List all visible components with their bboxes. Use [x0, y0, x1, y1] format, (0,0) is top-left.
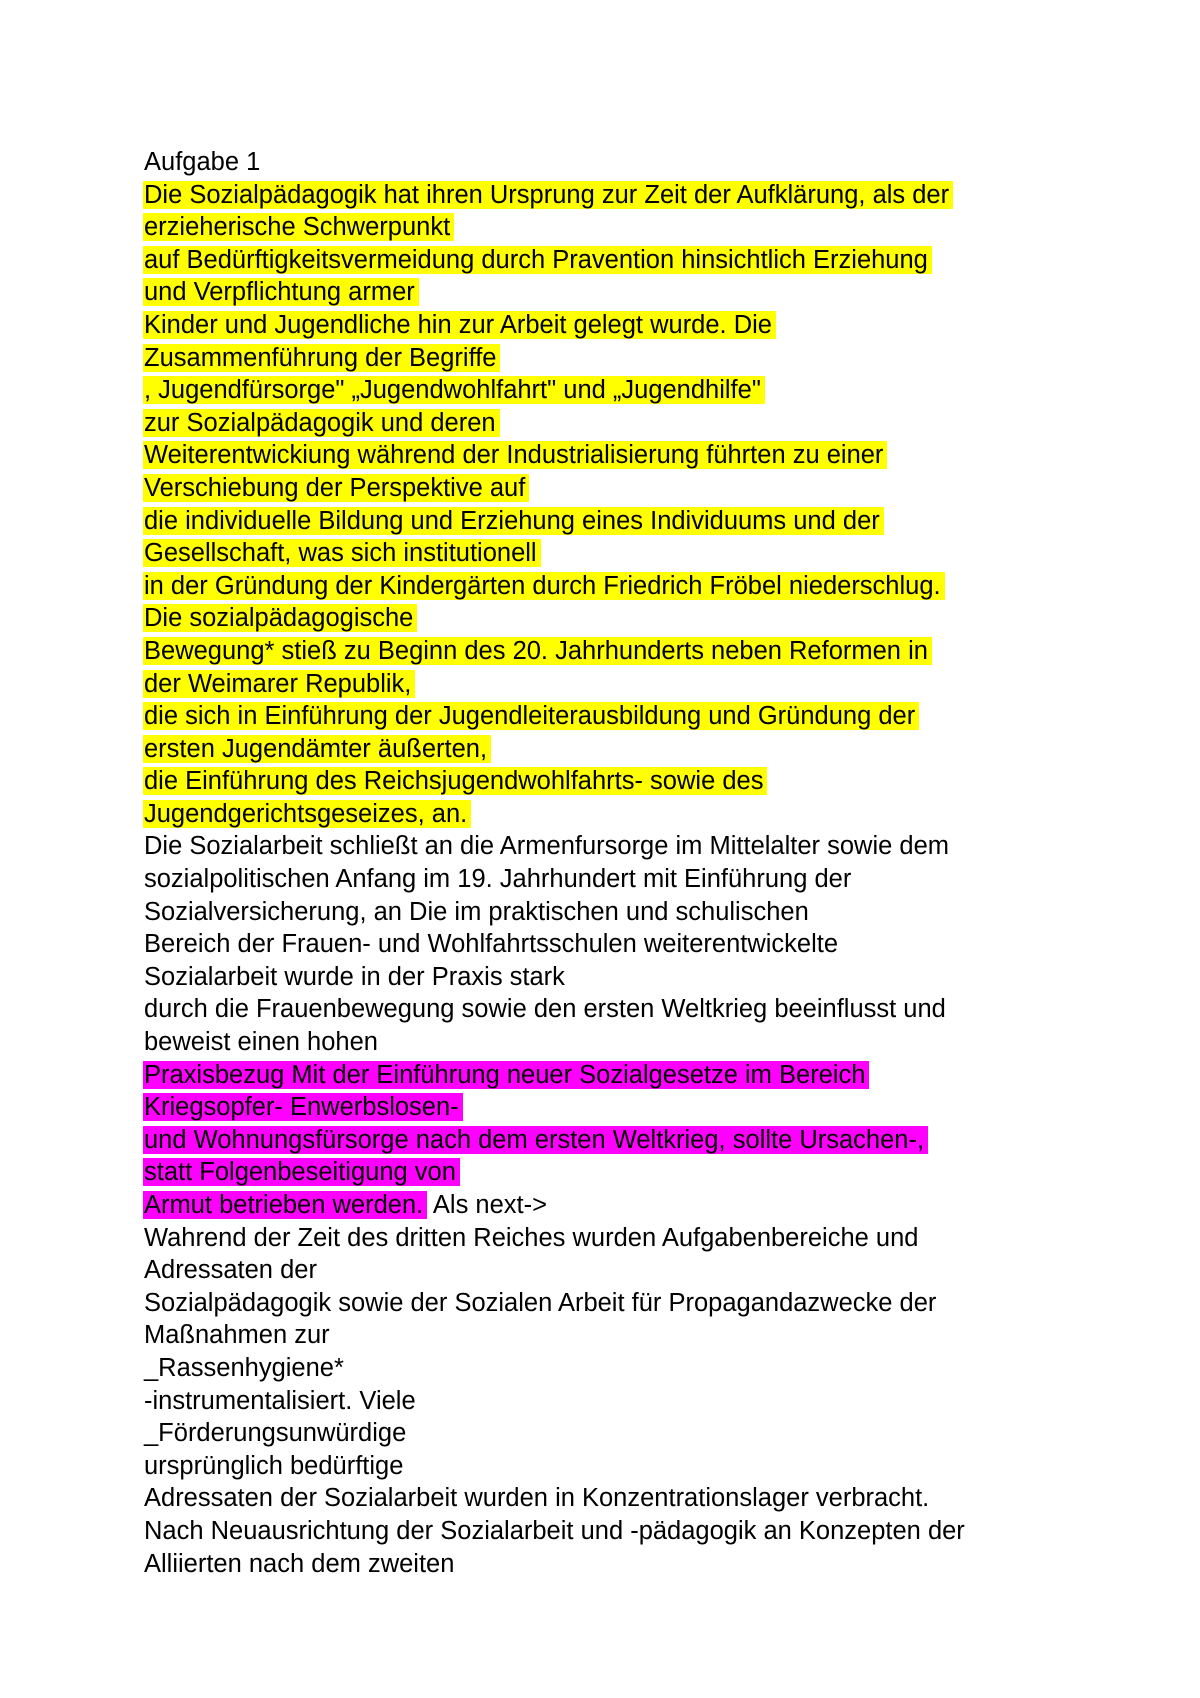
highlighted-text: Praxisbezug Mit der Einführung neuer Sozialgesetze im Bereich: [143, 1061, 869, 1089]
highlighted-text: und Verpflichtung armer: [143, 278, 419, 306]
highlighted-text: Verschiebung der Perspektive auf: [143, 474, 529, 502]
text-line: [144, 798, 1104, 831]
text-line: [144, 211, 1104, 244]
text-line: [144, 472, 1104, 505]
highlighted-text: , Jugendfürsorge" „Jugendwohlfahrt" und „Jugendhilfe": [143, 376, 765, 404]
highlighted-text: der Weimarer Republik,: [143, 670, 415, 698]
text-line: [144, 374, 1104, 407]
text-line: _Rassenhygiene*: [144, 1353, 344, 1382]
highlighted-text: die Einführung des Reichsjugendwohlfahrts- sowie des: [143, 767, 767, 795]
plain-text: Als next->: [427, 1191, 548, 1219]
text-line: [144, 570, 1104, 603]
text-line: Sozialpädagogik sowie der Sozialen Arbeit für Propagandazwecke der: [144, 1288, 937, 1317]
text-line: Sozialarbeit wurde in der Praxis stark: [144, 962, 565, 991]
highlighted-text: Bewegung* stieß zu Beginn des 20. Jahrhunderts neben Reformen in: [143, 637, 932, 665]
highlighted-text: Die Sozialpädagogik hat ihren Ursprung zur Zeit der Aufklärung, als der: [143, 181, 953, 209]
text-line: sozialpolitischen Anfang im 19. Jahrhundert mit Einführung der: [144, 865, 852, 894]
text-line: _Förderungsunwürdige: [144, 1419, 407, 1448]
text-line: [144, 505, 1104, 538]
text-line: Wahrend der Zeit des dritten Reiches wurden Aufgabenbereiche und: [144, 1223, 919, 1252]
text-line: beweist einen hohen: [144, 1028, 378, 1057]
text-line: Adressaten der: [144, 1256, 317, 1285]
highlighted-text: und Wohnungsfürsorge nach dem ersten Weltkrieg, sollte Ursachen-,: [143, 1126, 928, 1154]
text-line: [144, 276, 1104, 309]
highlighted-text: Jugendgerichtsgeseizes, an.: [143, 800, 471, 828]
text-line: Nach Neuausrichtung der Sozialarbeit und -pädagogik an Konzepten der: [144, 1516, 965, 1545]
highlighted-text: Weiterentwickiung während der Industrialisierung führten zu einer: [143, 441, 887, 469]
text-line: Die Sozialarbeit schließt an die Armenfursorge im Mittelalter sowie dem: [144, 832, 949, 861]
text-line: [144, 407, 1104, 440]
highlighted-text: Die sozialpädagogische: [143, 604, 417, 632]
text-line: [144, 439, 1104, 472]
text-line: [144, 668, 1104, 701]
text-line: [144, 1124, 1104, 1157]
text-line: [144, 309, 1104, 342]
text-line: [144, 537, 1104, 570]
text-line: [144, 244, 1104, 277]
highlighted-text: in der Gründung der Kindergärten durch Friedrich Fröbel niederschlug.: [143, 572, 945, 600]
highlighted-text: erzieherische Schwerpunkt: [143, 213, 454, 241]
text-line: [144, 1091, 1104, 1124]
highlighted-text: Kinder und Jugendliche hin zur Arbeit gelegt wurde. Die: [143, 311, 776, 339]
highlighted-text: Zusammenführung der Begriffe: [143, 344, 500, 372]
text-line: [144, 700, 1104, 733]
text-line: [144, 179, 1104, 212]
highlighted-text: ersten Jugendämter äußerten,: [143, 735, 491, 763]
text-line: -instrumentalisiert. Viele: [144, 1386, 416, 1415]
document-body: [144, 146, 1104, 1580]
highlighted-text: die individuelle Bildung und Erziehung eines Individuums und der: [143, 507, 884, 535]
text-line: [144, 733, 1104, 766]
text-line: durch die Frauenbewegung sowie den ersten Weltkrieg beeinflusst und: [144, 995, 946, 1024]
highlighted-text: Kriegsopfer- Enwerbslosen-: [143, 1093, 463, 1121]
highlighted-text: die sich in Einführung der Jugendleiterausbildung und Gründung der: [143, 702, 919, 730]
text-line: Sozialversicherung, an Die im praktischen und schulischen: [144, 897, 809, 926]
text-line: Adressaten der Sozialarbeit wurden in Konzentrationslager verbracht.: [144, 1484, 930, 1513]
text-line: [144, 342, 1104, 375]
text-line: ursprünglich bedürftige: [144, 1451, 404, 1480]
text-line: Maßnahmen zur: [144, 1321, 330, 1350]
highlighted-text: statt Folgenbeseitigung von: [143, 1158, 460, 1186]
highlighted-text: Gesellschaft, was sich institutionell: [143, 539, 541, 567]
text-line: Bereich der Frauen- und Wohlfahrtsschulen weiterentwickelte: [144, 930, 839, 959]
text-line: [144, 602, 1104, 635]
text-line: [144, 1156, 1104, 1189]
text-line: [144, 635, 1104, 668]
text-line: Alliierten nach dem zweiten: [144, 1549, 455, 1578]
text-line: [144, 1189, 1104, 1222]
highlighted-text: zur Sozialpädagogik und deren: [143, 409, 500, 437]
text-line: [144, 1059, 1104, 1092]
document-title: Aufgabe 1: [144, 148, 261, 176]
highlighted-text: auf Bedürftigkeitsvermeidung durch Pravention hinsichtlich Erziehung: [143, 246, 932, 274]
text-line: [144, 765, 1104, 798]
highlighted-text: Armut betrieben werden.: [143, 1191, 427, 1219]
